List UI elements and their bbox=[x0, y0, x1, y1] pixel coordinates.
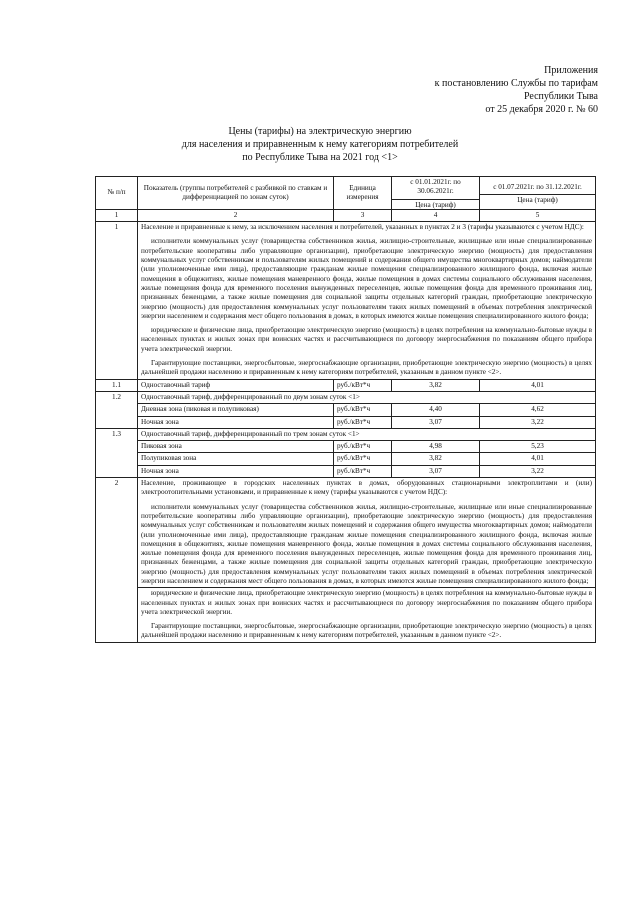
row-unit: руб./кВт*ч bbox=[334, 465, 392, 477]
section-1-num: 1 bbox=[96, 222, 138, 379]
table-row bbox=[96, 416, 596, 428]
row-value-1: 3,07 bbox=[392, 416, 480, 428]
column-number: 5 bbox=[480, 209, 596, 221]
row-value-1: 3,82 bbox=[392, 453, 480, 465]
table-row-1-2 bbox=[96, 391, 596, 403]
row-value-1: 3,07 bbox=[392, 465, 480, 477]
header-line: Приложения bbox=[544, 65, 598, 76]
section-2-intro: Население, проживающее в городских населенных пунктах в домах, оборудованных стационарными электроплитами и (или) электроотопительными установками, и приравненные к нему (тарифы указываются с учетом НДС): bbox=[141, 479, 592, 497]
header-line: Республики Тыва bbox=[523, 91, 598, 102]
section-1-row bbox=[96, 222, 596, 379]
row-value-2: 4,62 bbox=[480, 404, 596, 416]
header-unit: Единица измерения bbox=[334, 177, 392, 210]
title-line: для населения и приравненным к нему категориям потребителей bbox=[181, 139, 459, 150]
column-number: 1 bbox=[96, 209, 138, 221]
section-2-continued-row bbox=[96, 588, 596, 642]
row-num: 1.3 bbox=[96, 428, 138, 477]
table-row bbox=[96, 465, 596, 477]
period-1-label: с 01.01.2021г. по 30.06.2021г. bbox=[410, 178, 461, 196]
row-value-2: 3,22 bbox=[480, 465, 596, 477]
section-2-row bbox=[96, 478, 596, 588]
section-1-para: Гарантирующие поставщики, энергосбытовые, энергоснабжающие организации, приобретающие электрическую энергию (мощность) в целях дальнейшей продажи населению и приравненным к нему категориям потребителей, указанным в данном пункте <2>. bbox=[141, 359, 592, 377]
section-1-para: исполнители коммунальных услуг (товарищества собственников жилья, жилищно-строительные, жилищные или иные специализированные потребительские кооперативы либо управляющие организации), приобретающие электрическую энергию (мощность) для предоставления коммунальных услуг собственникам и пользователям жилых помещений и содержания общего имущества многоквартирных домов; наймодатели (или уполномоченные ими лица), предоставляющие гражданам жилые помещения специализированного жилищного фонда, включая жилые помещения в общежитиях, жилые помещения маневренного фонда, жилые помещения в домах системы социального обслуживания населения, жилые помещения фонда для временного поселения вынужденных переселенцев, жилые помещения фонда для временного проживания лиц, признанных беженцами, а также жилые помещения для социальной защиты отдельных категорий граждан, приобретающие электрическую энергию (мощность) для предоставления коммунальных услуг пользователям таких жилых помещений в объемах потребления электрической энергии населением и содержания мест общего пользования в домах, в которых имеются жилые помещения специализированного жилого фонда; bbox=[141, 237, 592, 320]
header-period-2 bbox=[480, 177, 596, 210]
row-value-1: 4,40 bbox=[392, 404, 480, 416]
row-num: 1.1 bbox=[96, 379, 138, 391]
row-unit: руб./кВт*ч bbox=[334, 453, 392, 465]
section-2-para: юридические и физические лица, приобретающие электрическую энергию (мощность) в целях потребления на коммунально-бытовые нужды в населенных пунктах и жилых зонах при воинских частях и рассчитывающиеся по договору энергоснабжения по показаниям общего прибора учета электрической энергии. bbox=[141, 589, 592, 616]
column-number: 2 bbox=[138, 209, 334, 221]
table-row bbox=[96, 404, 596, 416]
header-num: № п/п bbox=[96, 177, 138, 210]
row-unit: руб./кВт*ч bbox=[334, 404, 392, 416]
period-2-label: с 01.07.2021г. по 31.12.2021г. bbox=[493, 182, 582, 191]
price-1-label: Цена (тариф) bbox=[392, 199, 479, 210]
row-label: Ночная зона bbox=[138, 416, 334, 428]
row-label: Полупиковая зона bbox=[138, 453, 334, 465]
row-unit: руб./кВт*ч bbox=[334, 416, 392, 428]
section-1-intro: Население и приравненные к нему, за исключением населения и потребителей, указанных в пунктах 2 и 3 (тарифы указываются с учетом НДС): bbox=[141, 223, 584, 232]
row-value-2: 4,01 bbox=[480, 453, 596, 465]
section-2-text-continued bbox=[138, 588, 596, 642]
row-value-1: 4,98 bbox=[392, 441, 480, 453]
row-unit: руб./кВт*ч bbox=[334, 379, 392, 391]
table-row bbox=[96, 441, 596, 453]
appendix-header bbox=[435, 64, 598, 116]
row-label: Одноставочный тариф bbox=[138, 379, 334, 391]
row-label: Пиковая зона bbox=[138, 441, 334, 453]
document-title bbox=[0, 125, 640, 164]
row-value-2: 4,01 bbox=[480, 379, 596, 391]
section-1-para: юридические и физические лица, приобретающие электрическую энергию (мощность) в целях потребления на коммунально-бытовые нужды в населенных пунктах и жилых зонах при воинских частях и рассчитывающиеся по договору энергоснабжения по показаниям общего прибора учета электрической энергии. bbox=[141, 326, 592, 353]
row-value-2: 5,23 bbox=[480, 441, 596, 453]
row-label: Ночная зона bbox=[138, 465, 334, 477]
row-num: 1.2 bbox=[96, 391, 138, 428]
title-line: Цены (тарифы) на электрическую энергию bbox=[228, 126, 412, 137]
table-header-row bbox=[96, 177, 596, 210]
column-number: 4 bbox=[392, 209, 480, 221]
header-line: к постановлению Службы по тарифам bbox=[434, 78, 598, 89]
section-2-para: Гарантирующие поставщики, энергосбытовые, энергоснабжающие организации, приобретающие электрическую энергию (мощность) в целях дальнейшей продажи населению и приравненным к нему категориям потребителей, указанным в данном пункте <2>. bbox=[141, 622, 592, 640]
table-row bbox=[96, 453, 596, 465]
tariff-table bbox=[95, 176, 596, 643]
price-2-label: Цена (тариф) bbox=[480, 194, 595, 205]
title-line: по Республике Тыва на 2021 год <1> bbox=[242, 152, 398, 163]
header-date-line: от 25 декабря 2020 г. № 60 bbox=[485, 104, 598, 115]
row-label: Дневная зона (пиковая и полупиковая) bbox=[138, 404, 334, 416]
section-2-para: исполнители коммунальных услуг (товарищества собственников жилья, жилищно-строительные, жилищные или иные специализированные потребительские кооперативы либо управляющие организации), приобретающие электрическую энергию (мощность) для предоставления коммунальных услуг собственникам и пользователям жилых помещений и содержания общего имущества многоквартирных домов; наймодатели (или уполномоченные ими лица), предоставляющие гражданам жилые помещения специализированного жилищного фонда, включая жилые помещения в общежитиях, жилые помещения маневренного фонда, жилые помещения в домах системы социального обслуживания населения, жилые помещения фонда для временного поселения вынужденных переселенцев, жилые помещения фонда для временного проживания лиц, признанных беженцами, а также жилые помещения для социальной защиты отдельных категорий граждан, приобретающие электрическую энергию (мощность) для предоставления коммунальных услуг пользователям таких жилых помещений в объемах потребления электрической энергии населением и содержания мест общего пользования в домах, в которых имеются жилые помещения специализированного жилого фонда; bbox=[141, 502, 592, 585]
row-group-label: Одноставочный тариф, дифференцированный по трем зонам суток <1> bbox=[138, 428, 596, 440]
section-2-text bbox=[138, 478, 596, 588]
row-value-1: 3,82 bbox=[392, 379, 480, 391]
table-row-1-1 bbox=[96, 379, 596, 391]
row-group-label: Одноставочный тариф, дифференцированный по двум зонам суток <1> bbox=[138, 391, 596, 403]
header-indicator: Показатель (группы потребителей с разбивкой по ставкам и дифференциацией по зонам суток) bbox=[138, 177, 334, 210]
column-number-row bbox=[96, 209, 596, 221]
section-2-num: 2 bbox=[96, 478, 138, 643]
row-value-2: 3,22 bbox=[480, 416, 596, 428]
column-number: 3 bbox=[334, 209, 392, 221]
header-period-1 bbox=[392, 177, 480, 210]
row-unit: руб./кВт*ч bbox=[334, 441, 392, 453]
table-row-1-3 bbox=[96, 428, 596, 440]
section-1-text bbox=[138, 222, 596, 379]
